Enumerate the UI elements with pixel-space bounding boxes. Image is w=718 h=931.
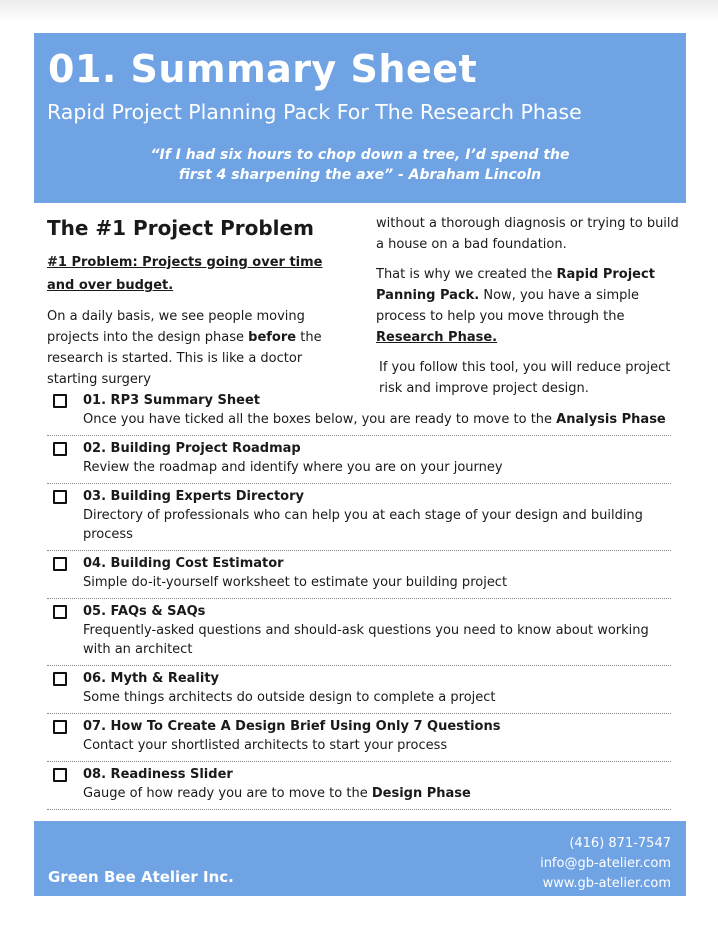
checklist-item-title: 02. Building Project Roadmap [83, 441, 301, 456]
checklist-item-description: Contact your shortlisted architects to start your process [83, 738, 448, 753]
phone-number[interactable]: (416) 871-7547 [569, 836, 671, 851]
checklist-item-description: Frequently-asked questions and should-ask questions you need to know about working with an architect [83, 623, 649, 657]
checkbox-icon[interactable] [53, 672, 67, 686]
checklist-item-title: 03. Building Experts Directory [83, 489, 304, 504]
item-desc-bold: Analysis Phase [556, 412, 666, 427]
intro-paragraph-2 [376, 264, 686, 348]
checkbox-icon[interactable] [53, 490, 67, 504]
para2-text-a: That is why we created the [376, 267, 557, 282]
problem-heading: #1 Problem: Projects going over time and over budget. [47, 255, 323, 293]
checklist-item [47, 762, 671, 810]
para2-bold: Rapid Project Panning Pack. [376, 267, 655, 303]
quote [34, 145, 686, 185]
checklist-item [47, 666, 671, 714]
intro-paragraph-3: If you follow this tool, you will reduce project risk and improve project design. [379, 360, 671, 396]
para1-bold: before [248, 330, 297, 345]
checklist-item-description: Review the roadmap and identify where you are on your journey [83, 460, 503, 475]
intro-paragraph-1 [47, 306, 351, 390]
checklist-item [47, 551, 671, 599]
item-desc-text: Once you have ticked all the boxes below, you are ready to move to the [83, 412, 557, 427]
footer-banner [34, 821, 686, 896]
section-title: The #1 Project Problem [47, 216, 314, 240]
checklist-item-description: Directory of professionals who can help you at each stage of your design and building process [83, 508, 643, 542]
checkbox-icon[interactable] [53, 442, 67, 456]
checkbox-icon[interactable] [53, 768, 67, 782]
checkbox-icon[interactable] [53, 394, 67, 408]
checklist-item-description [83, 784, 671, 803]
checklist-item-title: 06. Myth & Reality [83, 671, 220, 686]
checklist-item [47, 436, 671, 484]
email-link[interactable]: info@gb-atelier.com [540, 856, 671, 871]
checklist [47, 388, 671, 810]
item-desc-bold: Design Phase [371, 786, 471, 801]
checklist-item-title: 01. RP3 Summary Sheet [83, 393, 261, 408]
header-banner [34, 33, 686, 203]
checklist-item [47, 599, 671, 666]
checklist-item-title: 08. Readiness Slider [83, 767, 233, 782]
website-link[interactable]: www.gb-atelier.com [542, 876, 671, 891]
para2-text-b: Now, you have a simple process to help you move through the [376, 288, 640, 324]
para1-text-b: the research is started. This is like a doctor starting surgery [47, 330, 322, 387]
checklist-item-title: 07. How To Create A Design Brief Using Only 7 Questions [83, 719, 501, 734]
checklist-item [47, 714, 671, 762]
quote-line-1: “If I had six hours to chop down a tree, I’d spend the [150, 147, 570, 163]
checklist-item [47, 484, 671, 551]
page-title: 01. Summary Sheet [48, 47, 478, 91]
item-desc-text: Gauge of how ready you are to move to the [83, 786, 372, 801]
checkbox-icon[interactable] [53, 557, 67, 571]
checkbox-icon[interactable] [53, 605, 67, 619]
intro-left-column [47, 216, 351, 390]
checklist-item-title: 04. Building Cost Estimator [83, 556, 284, 571]
checklist-item-title: 05. FAQs & SAQs [83, 604, 206, 619]
checkbox-icon[interactable] [53, 720, 67, 734]
contact-info [540, 834, 671, 894]
checklist-item-description: Simple do-it-yourself worksheet to estimate your building project [83, 575, 508, 590]
quote-line-2: first 4 sharpening the axe” - Abraham Lincoln [178, 167, 542, 183]
page-subtitle: Rapid Project Planning Pack For The Research Phase [47, 100, 582, 124]
checklist-item-description: Some things architects do outside design to complete a project [83, 690, 496, 705]
para1-text-a: On a daily basis, we see people moving projects into the design phase [47, 309, 305, 345]
checklist-item-description [83, 410, 671, 429]
intro-right-column [376, 213, 686, 408]
intro-paragraph-1-continued: without a thorough diagnosis or trying to build a house on a bad foundation. [376, 216, 679, 252]
checklist-item [47, 388, 671, 436]
research-phase-link[interactable]: Research Phase. [376, 330, 498, 345]
company-name: Green Bee Atelier Inc. [48, 868, 234, 886]
